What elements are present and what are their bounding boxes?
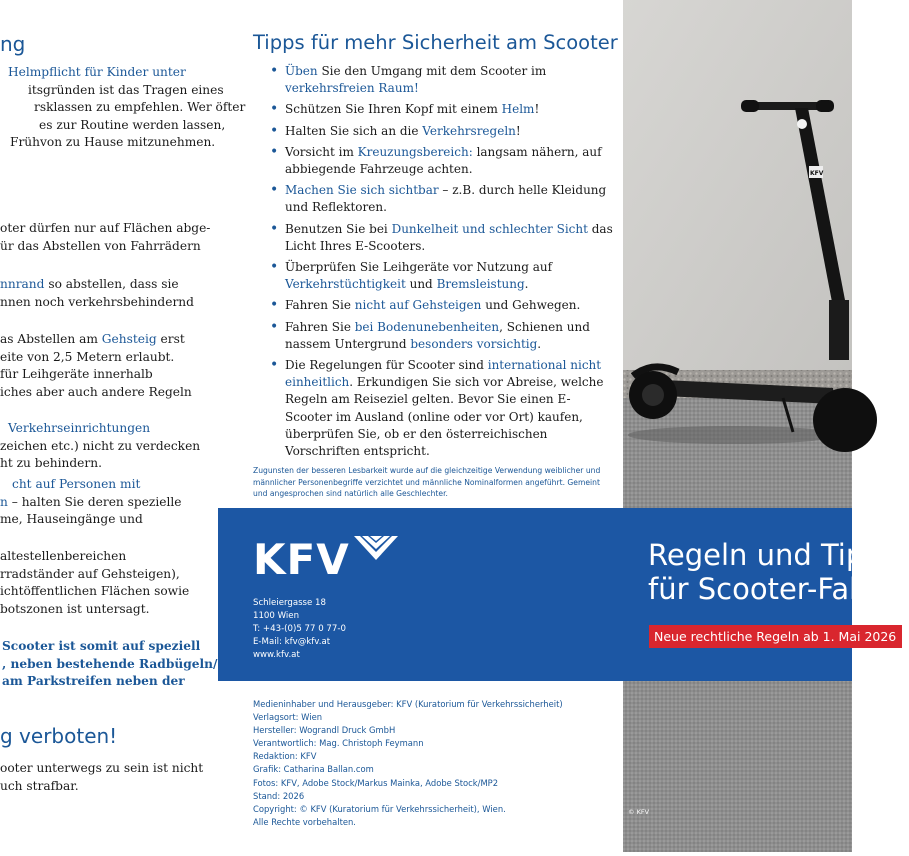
tip-item [270,221,615,255]
text-line: ür das Abstellen von Fahrrädern [0,238,201,253]
text-line: uch strafbar. [0,778,79,793]
imprint-line: Alle Rechte vorbehalten. [253,816,356,827]
title-band [218,508,909,681]
text-line: , neben bestehende Radbügeln/ [2,656,218,671]
tip-text: Die Regelungen für Scooter sind [285,358,488,373]
imprint-line: Verantwortlich: Mag. Christoph Feymann [253,738,424,749]
text-line: Frühvon zu Hause mitzunehmen. [10,135,216,149]
kfv-logo-text: KFV [253,535,350,584]
text-line: am Parkstreifen neben der [2,674,185,688]
tip-item [270,297,615,314]
text-line: n – halten Sie deren spezielle [0,494,182,509]
tip-text: Überprüfen Sie Leihgeräte vor Nutzung auf [285,260,553,275]
brochure-title: Regeln und Tipps für Scooter-Fahrer [648,538,909,606]
tip-text: ! [534,102,540,117]
text-line: oter dürfen nur auf Flächen abge- [0,221,211,235]
tip-text: langsam nähern, auf abbiegende Fahrzeuge achten. [285,144,602,177]
section-heading-prohibited: g verboten! [0,724,118,748]
imprint-line: Fotos: KFV, Adobe Stock/Markus Mainka, Adobe Stock/MP2 [253,777,499,788]
tip-text: . [537,336,542,351]
text-line: as Abstellen am Gehsteig erst [0,332,185,346]
tip-highlight: Bremsleistung [436,277,525,292]
gender-note: Zugunsten der besseren Lesbarkeit wurde auf die gleichzeitige Verwendung weiblicher und männlicher Personenbegriffe verzichtet und männliche Nominalformen angeführt. Gemeint und angesprochen sind natürlich alle Geschlechter. [253,466,601,498]
text-line: ichtöffentlichen Flächen sowie [0,584,190,598]
eagle-icon [354,532,398,564]
tip-text: Vorsicht im [285,144,358,159]
imprint-line: Stand: 2026 [253,790,305,801]
tips-list [270,63,615,464]
left-column [0,0,246,852]
address-web: www.kfv.at [253,650,300,660]
text-line: für Leihgeräte innerhalb [0,367,153,381]
tip-text: und Gehwegen. [481,298,581,313]
photo-credit: © KFV [628,808,650,816]
tip-item [270,144,615,178]
tip-text: – z.B. durch helle Kleidung und Reflektoren. [285,183,607,215]
tip-item [270,101,615,118]
text-line: nnen noch verkehrsbehindernd [0,294,194,309]
tip-item [270,259,615,293]
new-rules-badge: Neue rechtliche Regeln ab 1. Mai 2026 [649,625,902,648]
tip-item [270,63,615,97]
address-city: 1100 Wien [253,611,300,621]
tip-item [270,123,615,140]
tip-text: . Erkundigen Sie sich vor Abreise, welche Regeln am Reiseziel gelten. Bevor Sie einen E-Scooter im Ausland (online oder vor Ort) kaufen, überprüfen Sie, ob er den österreichischen Vorschriften entspricht. [285,375,604,459]
tip-text: das Licht Ihres E-Scooters. [285,221,613,253]
imprint-line: Redaktion: KFV [253,751,317,762]
tip-item [270,319,615,353]
deck-label: KFV [810,170,824,177]
tip-highlight: Verkehrsregeln [422,123,516,138]
address-email: E-Mail: kfv@kfv.at [253,637,331,647]
tip-text: und [405,277,437,292]
tip-highlight: Verkehrstüchtigkeit [285,277,406,292]
section-heading-helmet: ng [0,32,26,56]
tip-highlight: nicht auf Gehsteigen [354,298,482,313]
tip-text: Sie den Umgang mit dem Scooter im [317,64,547,78]
tip-text: . [524,277,529,292]
tip-text: Benutzen Sie bei [285,221,392,236]
imprint-line: Grafik: Catharina Ballan.com [253,764,374,775]
tip-highlight: international nicht einheitlich [285,358,602,390]
text-line: ht zu behindern. [0,456,102,470]
scooter-photo [623,0,852,852]
imprint-line: Verlagsort: Wien [253,712,323,723]
address-phone: T: +43-(0)5 77 0 77-0 [253,624,346,634]
kfv-address [253,597,346,662]
text-line: Scooter ist somit auf speziell [2,639,201,653]
front-wheel [813,388,877,452]
tip-highlight: Kreuzungsbereich: [357,144,473,159]
text-line: nnrand so abstellen, dass sie [0,277,179,291]
tip-highlight: besonders vorsichtig [410,336,538,351]
tip-highlight: verkehrsfreien Raum! [285,81,419,96]
tip-highlight: Üben [285,64,318,78]
tip-highlight: Machen Sie sich sichtbar [285,183,439,198]
text-line: me, Hauseingänge und [0,512,143,526]
tip-text: ! [515,123,521,138]
text-line: Verkehrseinrichtungen [8,421,151,435]
tip-text: Fahren Sie [285,319,355,334]
tip-highlight: Helm [501,102,535,117]
text-line: zeichen etc.) nicht zu verdecken [0,438,201,453]
imprint-line: Hersteller: Wograndl Druck GmbH [253,725,396,736]
text-line: es zur Routine werden lassen, [39,117,226,132]
tip-item [270,182,615,216]
scooter-illustration [623,0,852,852]
tips-title: Tipps für mehr Sicherheit am Scooter [253,31,618,54]
tip-item [270,357,615,460]
tip-text: , Schienen und nassem Untergrund [285,319,590,351]
imprint [253,698,563,829]
address-street: Schleiergasse 18 [253,598,326,608]
imprint-line: Copyright: © KFV (Kuratorium für Verkehrssicherheit), Wien. [253,803,506,814]
tip-text: Schützen Sie Ihren Kopf mit einem [285,102,502,117]
text-line: rsklassen zu empfehlen. Wer öfter [34,100,246,114]
tip-highlight: Dunkelheit und schlechter Sicht [391,221,588,236]
imprint-line: Medieninhaber und Herausgeber: KFV (Kuratorium für Verkehrssicherheit) [253,699,563,709]
text-line: cht auf Personen mit [12,477,141,491]
text-line: rradständer auf Gehsteigen), [0,566,180,581]
tip-text: Halten Sie sich an die [285,123,423,138]
text-line: altestellenbereichen [0,549,127,563]
text-line: Helmpflicht für Kinder unter [8,65,186,79]
text-line: ooter unterwegs zu sein ist nicht [0,761,204,775]
text-line: eite von 2,5 Metern erlaubt. [0,349,175,364]
text-line: itsgründen ist das Tragen eines [28,82,224,97]
text-line: iches aber auch andere Regeln [0,384,192,399]
kfv-logo [253,535,350,584]
tip-text: Fahren Sie [285,298,355,313]
tip-highlight: bei Bodenunebenheiten [354,319,500,334]
text-line: botszonen ist untersagt. [0,601,150,616]
